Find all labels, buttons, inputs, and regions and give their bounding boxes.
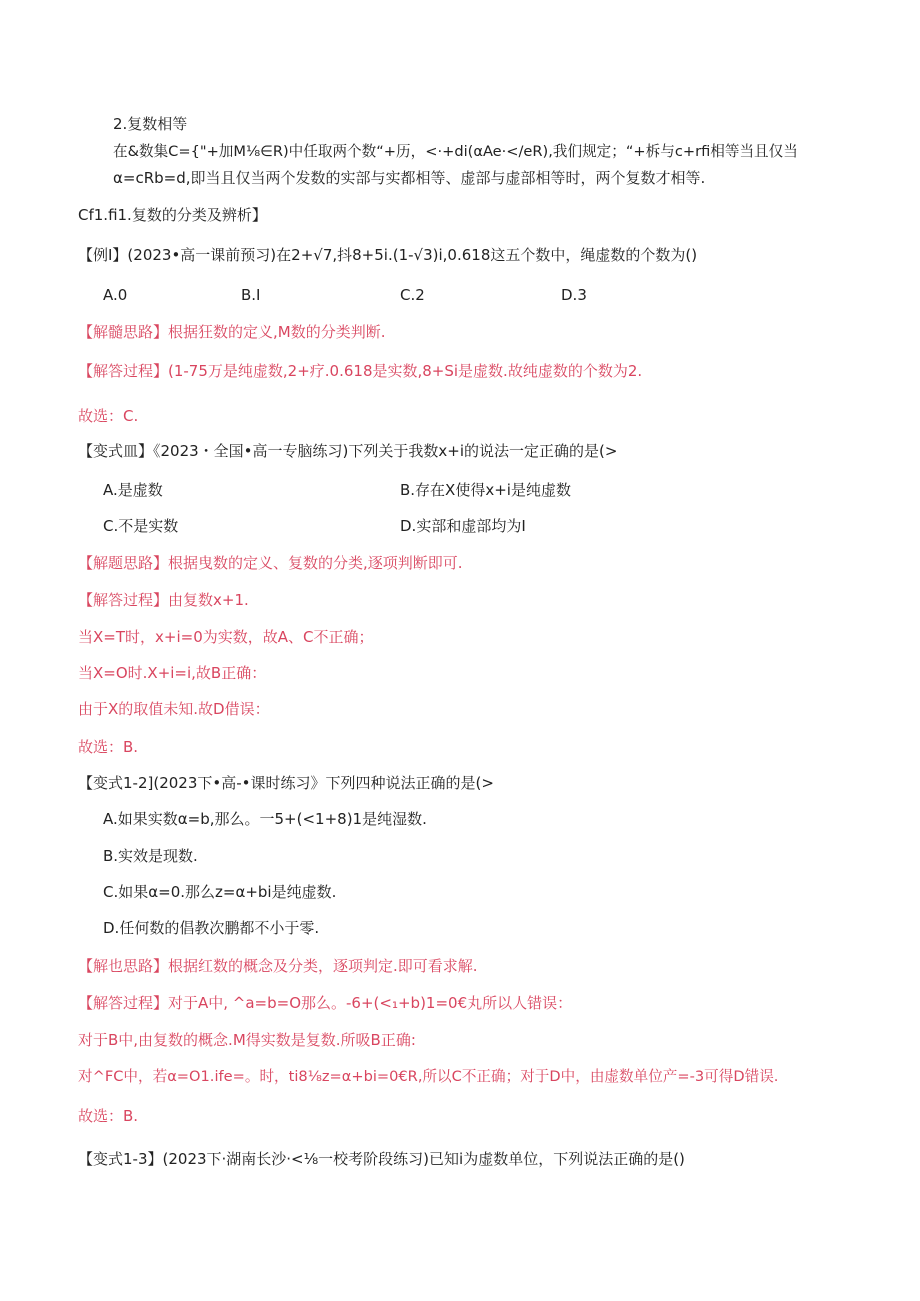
variant1-process-line: 【解答过程】由复数x+1. [78,591,249,609]
variant1-option-c: C.不是实数 [103,517,179,535]
variant3-question: 【变式1-3】(2023下·湖南长沙·<⅛一校考阶段练习)已知i为虚数单位，下列说法正确的是() [78,1150,685,1168]
variant1-process-line: 当X=O时.X+i=i,故B正确： [78,664,267,682]
section-heading: 2.复数相等 [113,115,188,133]
variant1-solution-idea: 【解题思路】根据曳数的定义、复数的分类,逐项判断即可. [78,554,463,572]
example-answer: 故选：C. [78,407,139,425]
variant1-process-line: 当X=T时，x+i=0为实数，故A、C不正确； [78,628,374,646]
variant2-solution-idea: 【解也思路】根据红数的概念及分类，逐项判定.即可看求解. [78,957,478,975]
variant2-question: 【变式1-2](2023下•高-•课时练习》下列四种说法正确的是(> [78,774,494,792]
variant2-option-c: C.如果α=0.那么z=α+bi是纯虚数. [103,883,337,901]
example-option-b: B.I [241,286,261,304]
variant2-option-d: D.任何数的倡教次鹏都不小于零. [103,919,320,937]
variant2-process-line: 【解答过程】对于A中, ^a=b=O那么。-6+(<₁+b)1=0€丸所以人错误： [78,994,573,1012]
example-option-c: C.2 [400,286,425,304]
example-solution-process: 【解答过程】(1-75万是纯虚数,2+疗.0.618是实数,8+Si是虚数.故纯虚数的个数为2. [78,362,643,380]
variant2-option-a: A.如果实数α=b,那么。一5+(<1+8)1是纯湿数. [103,810,427,828]
definition-line-2: α=cRb=d,即当且仅当两个发数的实部与实都相等、虚部与虚部相等时，两个复数才相等. [113,169,706,187]
example-question: 【例I】(2023•高一课前预习)在2+√7,抖8+5i.(1-√3)i,0.618这五个数中，绳虚数的个数为() [78,246,698,264]
topic-heading: Cf1.fi1.复数的分类及辨析】 [78,206,267,224]
variant1-option-b: B.存在X使得x+i是纯虚数 [400,481,571,499]
example-solution-idea: 【解髓思路】根据狂数的定义,M数的分类判断. [78,323,386,341]
example-option-d: D.3 [561,286,587,304]
variant1-option-d: D.实部和虚部均为I [400,517,526,535]
variant2-process-line: 对于B中,由复数的概念.M得实数是复数.所吸B正确: [78,1031,416,1049]
variant2-answer: 故选：B. [78,1107,139,1125]
variant1-option-a: A.是虚数 [103,481,163,499]
example-option-a: A.0 [103,286,128,304]
definition-line-1: 在&数集C={"+加M⅛∈R)中任取两个数“+历，<·+di(αAe·</eR),我们规定；“+柝与c+rfi相等当且仅当 [113,143,798,160]
variant2-process-line: 对^FC中，若α=O1.ife=。时，ti8⅛z=α+bi=0€R,所以C不正确；对于D中，由虚数单位产=-3可得D错误. [78,1068,779,1085]
variant1-process-line: 由于X的取值未知.故D借误： [78,700,270,718]
variant1-answer: 故选：B. [78,738,139,756]
variant1-question: 【变式皿】《2023・全国•高一专脑练习)下列关于我数x+i的说法一定正确的是(> [78,442,618,460]
variant2-option-b: B.实效是现数. [103,847,198,865]
